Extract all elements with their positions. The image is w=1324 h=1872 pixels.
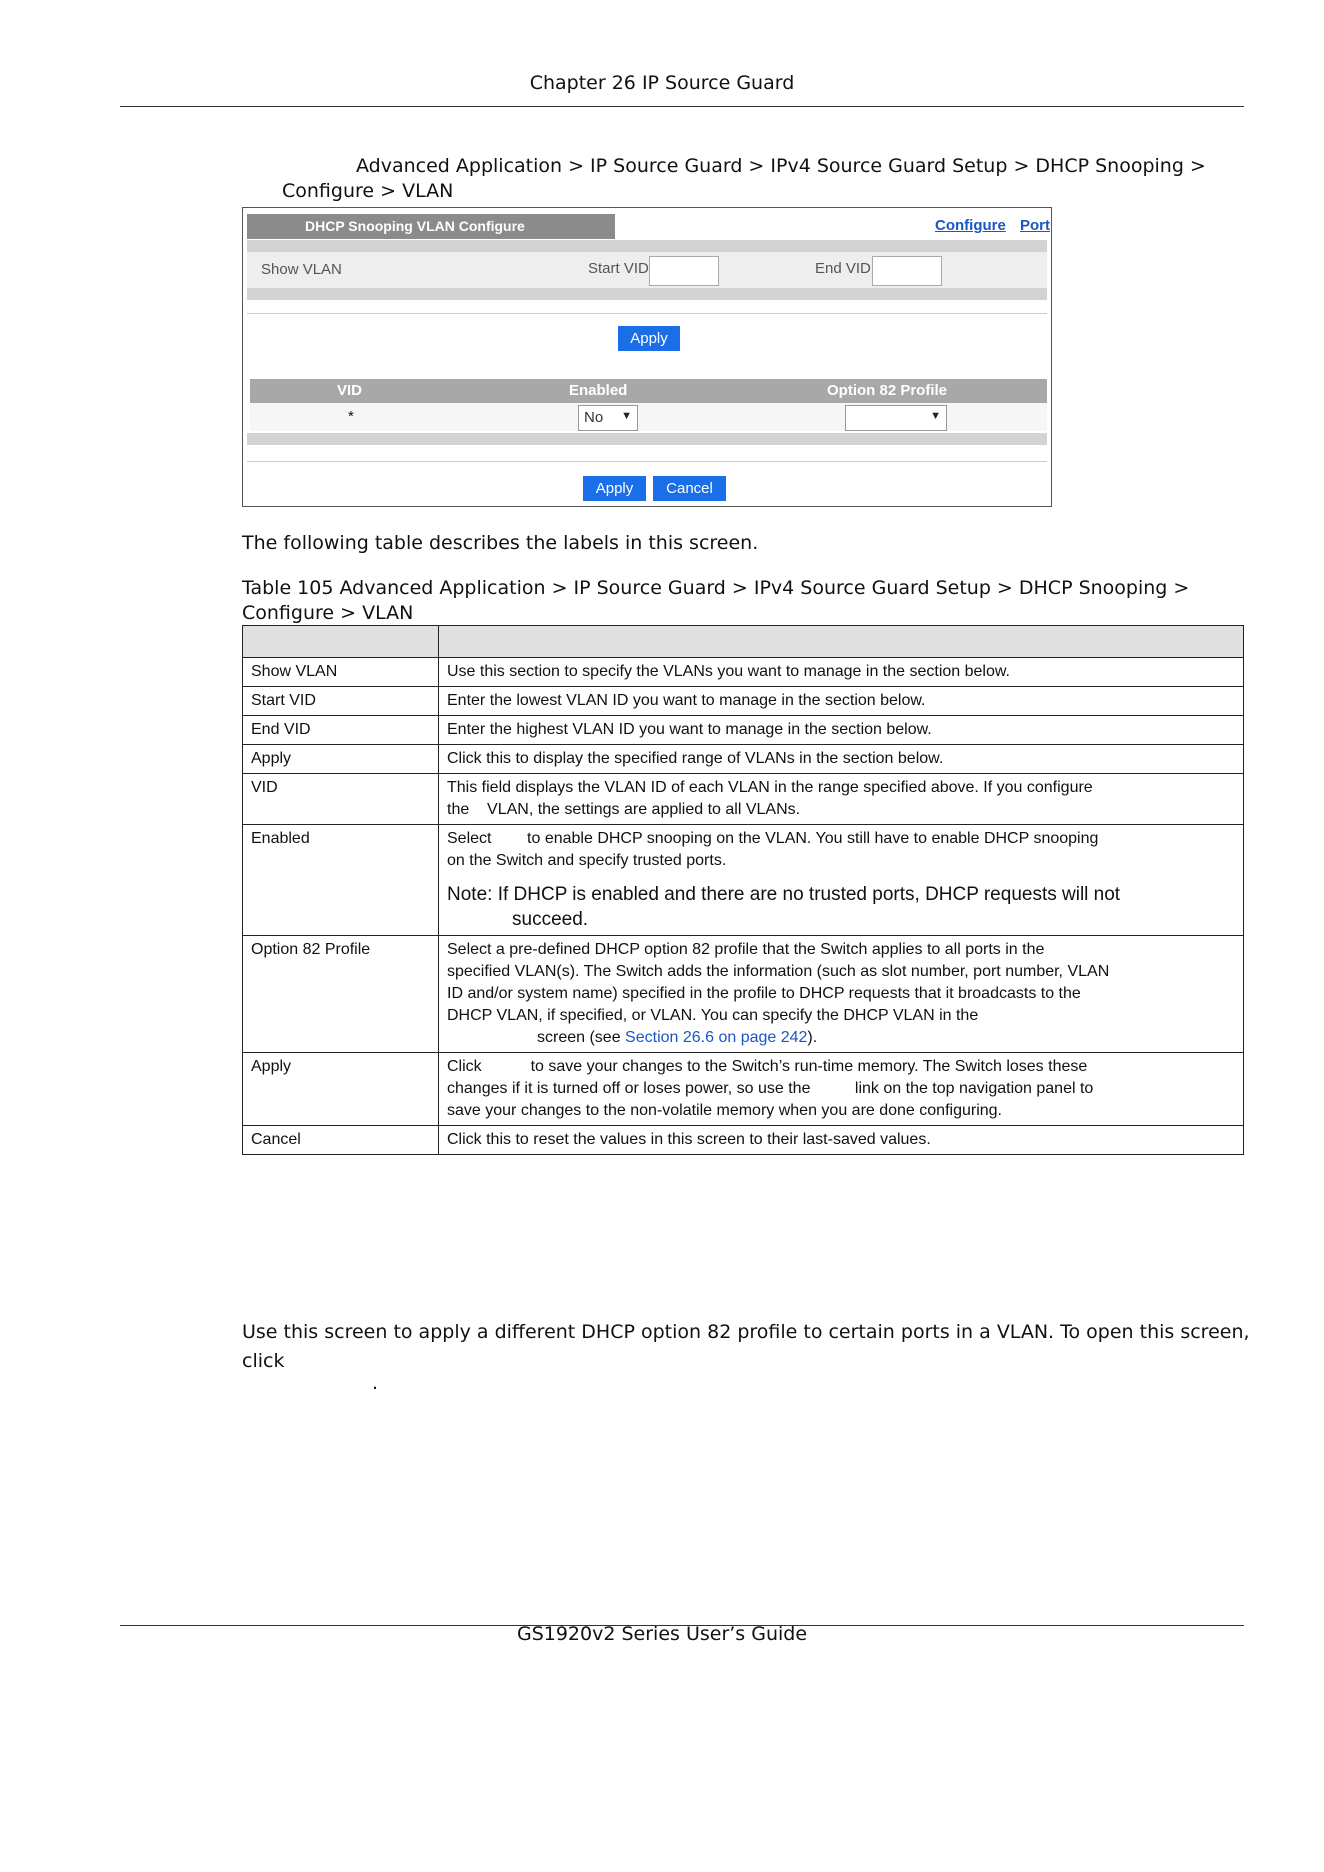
desc-line: changes if it is turned off or loses power, so use the link on the top navigation panel to (447, 1080, 1094, 1097)
desc-line: DHCP VLAN, if specified, or VLAN. You can specify the DHCP VLAN in the (447, 1007, 979, 1024)
col-vid: VID (337, 382, 363, 399)
note-line: succeed. (512, 909, 589, 930)
desc-text: ). (807, 1029, 818, 1046)
table-row (243, 936, 1244, 1053)
desc-line: the VLAN, the settings are applied to all VLANs. (447, 801, 801, 818)
row-label: Apply (243, 1053, 439, 1126)
row-description: Enter the highest VLAN ID you want to manage in the section below. (439, 716, 1244, 745)
col-option82-profile: Option 82 Profile (827, 382, 948, 399)
table-header-row (243, 626, 1244, 658)
note-line: Note: If DHCP is enabled and there are no trusted ports, DHCP requests will not (447, 884, 1121, 905)
table-caption-line2: Configure > VLAN (242, 602, 414, 624)
port-link[interactable]: Port (1020, 217, 1050, 234)
row-description: Use this section to specify the VLANs you want to manage in the section below. (439, 658, 1244, 687)
chevron-down-icon: ▼ (621, 410, 632, 422)
row-label: Apply (243, 745, 439, 774)
section-text-line: click (242, 1350, 285, 1372)
desc-text: screen (see (537, 1029, 626, 1046)
start-vid-input[interactable] (649, 256, 719, 286)
row-description (439, 825, 1244, 936)
show-vlan-label: Show VLAN (261, 261, 342, 278)
row-description (439, 936, 1244, 1053)
table-row (243, 687, 1244, 716)
top-links (925, 217, 1050, 234)
section-link[interactable]: Section 26.6 on page 242 (625, 1029, 808, 1046)
note (447, 882, 1235, 932)
row-label: Start VID (243, 687, 439, 716)
row-label: Cancel (243, 1126, 439, 1155)
row-description (439, 1053, 1244, 1126)
show-vlan-row (247, 252, 1047, 288)
configure-link[interactable]: Configure (935, 217, 1006, 234)
vlan-table-header (250, 379, 1047, 403)
apply-button[interactable]: Apply (618, 326, 680, 351)
table-row (243, 1053, 1244, 1126)
section-paragraph (242, 1318, 1252, 1376)
chevron-down-icon: ▼ (930, 410, 941, 422)
label-description-table (242, 625, 1244, 1155)
desc-line: on the Switch and specify trusted ports. (447, 852, 727, 869)
table-caption (242, 576, 1252, 626)
row-description: Enter the lowest VLAN ID you want to manage in the section below. (439, 687, 1244, 716)
table-row (243, 716, 1244, 745)
table-row (243, 774, 1244, 825)
row-label: VID (243, 774, 439, 825)
row-label: End VID (243, 716, 439, 745)
figure-caption (282, 154, 1242, 204)
desc-line: Select a pre-defined DHCP option 82 profile that the Switch applies to all ports in the (447, 941, 1045, 958)
separator-band (247, 288, 1047, 300)
chapter-title: Chapter 26 IP Source Guard (529, 72, 795, 94)
row-label: Show VLAN (243, 658, 439, 687)
separator-band (247, 433, 1047, 445)
dhcp-snooping-vlan-screenshot (242, 207, 1052, 507)
desc-line: specified VLAN(s). The Switch adds the information (such as slot number, port number, VLAN (447, 963, 1110, 980)
vid-wildcard: * (348, 408, 354, 425)
row-description: Click this to display the specified range of VLANs in the section below. (439, 745, 1244, 774)
row-label: Option 82 Profile (243, 936, 439, 1053)
row-description: Click this to reset the values in this screen to their last-saved values. (439, 1126, 1244, 1155)
cancel-button[interactable]: Cancel (653, 476, 726, 501)
guide-title: GS1920v2 Series User’s Guide (516, 1623, 808, 1645)
row-description (439, 774, 1244, 825)
option82-profile-select[interactable] (845, 405, 947, 431)
screen-tab (247, 214, 615, 239)
enabled-select[interactable] (578, 405, 638, 431)
intro-paragraph: The following table describes the labels in this screen. (242, 532, 759, 554)
section-text-line: Use this screen to apply a different DHCP option 82 profile to certain ports in a VLAN. To open this screen, (242, 1321, 1250, 1343)
bottom-apply-button[interactable]: Apply (583, 476, 646, 501)
enabled-select-value: No (584, 409, 604, 426)
start-vid-label: Start VID (588, 260, 649, 277)
desc-line: ID and/or system name) specified in the profile to DHCP requests that it broadcasts to the (447, 985, 1081, 1002)
divider (247, 461, 1047, 462)
end-vid-label: End VID (815, 260, 871, 277)
row-label: Enabled (243, 825, 439, 936)
separator-band (247, 240, 1047, 252)
table-row (243, 1126, 1244, 1155)
table-row (243, 825, 1244, 936)
desc-line: save your changes to the non-volatile memory when you are done configuring. (447, 1102, 1002, 1119)
figure-caption-line1: Advanced Application > IP Source Guard > IPv4 Source Guard Setup > DHCP Snooping > (356, 155, 1206, 177)
table-header-description (439, 626, 1244, 658)
table-row (243, 658, 1244, 687)
vlan-table-row (250, 403, 1047, 431)
section-text-period: . (372, 1372, 379, 1394)
figure-caption-line2: Configure > VLAN (282, 180, 454, 202)
table-caption-line1: Table 105 Advanced Application > IP Source Guard > IPv4 Source Guard Setup > DHCP Snooping > (242, 577, 1190, 599)
divider (247, 313, 1047, 314)
screen-tab-title: DHCP Snooping VLAN Configure (305, 218, 525, 234)
table-header-label (243, 626, 439, 658)
table-row (243, 745, 1244, 774)
desc-line: Click to save your changes to the Switch’s run-time memory. The Switch loses these (447, 1058, 1088, 1075)
col-enabled: Enabled (569, 382, 628, 399)
end-vid-input[interactable] (872, 256, 942, 286)
desc-line: Select to enable DHCP snooping on the VLAN. You still have to enable DHCP snooping (447, 830, 1099, 847)
desc-line (447, 1027, 1235, 1049)
desc-line: This field displays the VLAN ID of each VLAN in the range specified above. If you configure (447, 779, 1093, 796)
header-divider (120, 106, 1244, 107)
